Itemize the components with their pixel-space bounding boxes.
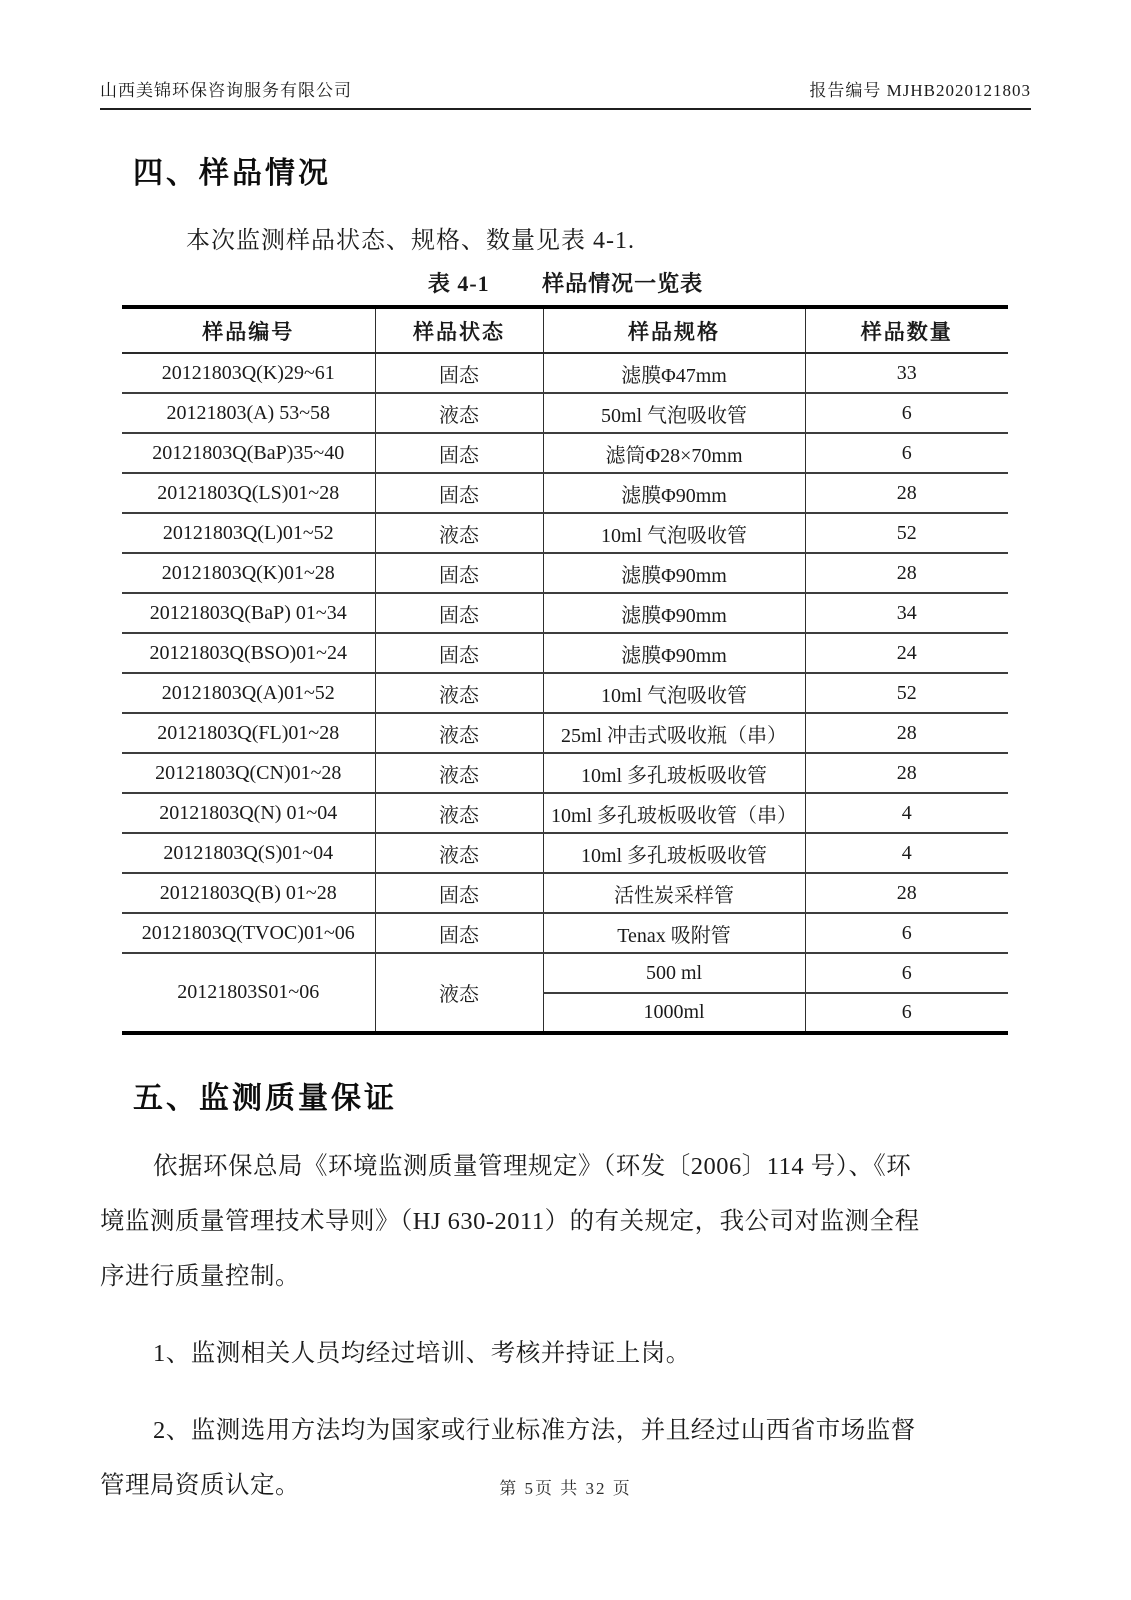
cell-qty: 28 bbox=[805, 553, 1008, 593]
cell-sample-id: 20121803Q(LS)01~28 bbox=[122, 473, 375, 513]
table-row bbox=[122, 833, 1008, 873]
table-row bbox=[122, 753, 1008, 793]
cell-qty: 52 bbox=[805, 673, 1008, 713]
cell-sample-id: 20121803Q(TVOC)01~06 bbox=[122, 913, 375, 953]
cell-spec: 25ml 冲击式吸收瓶（串） bbox=[543, 713, 805, 753]
report-number: 报告编号 MJHB2020121803 bbox=[809, 81, 1031, 100]
table-row bbox=[122, 673, 1008, 713]
cell-qty: 28 bbox=[805, 473, 1008, 513]
table-row bbox=[122, 393, 1008, 433]
cell-spec: 滤膜Φ90mm bbox=[543, 593, 805, 633]
column-header-spec: 样品规格 bbox=[543, 307, 805, 353]
table-row bbox=[122, 433, 1008, 473]
cell-spec: 500 ml bbox=[543, 953, 805, 993]
column-header-sample-id: 样品编号 bbox=[122, 307, 375, 353]
table-header-row bbox=[122, 307, 1008, 353]
paragraph-line: 依据环保总局《环境监测质量管理规定》（环发〔2006〕114 号）、《环 bbox=[153, 1153, 912, 1180]
cell-state: 固态 bbox=[375, 873, 543, 913]
cell-state: 固态 bbox=[375, 433, 543, 473]
cell-state: 液态 bbox=[375, 953, 543, 1033]
cell-qty: 24 bbox=[805, 633, 1008, 673]
column-header-qty: 样品数量 bbox=[805, 307, 1008, 353]
samples-table bbox=[122, 305, 1008, 1035]
cell-state: 液态 bbox=[375, 713, 543, 753]
company-name: 山西美锦环保咨询服务有限公司 bbox=[100, 81, 352, 100]
paragraph-line: 境监测质量管理技术导则》（HJ 630-2011）的有关规定，我公司对监测全程 bbox=[100, 1208, 920, 1235]
cell-state: 固态 bbox=[375, 473, 543, 513]
cell-spec: 10ml 气泡吸收管 bbox=[543, 513, 805, 553]
cell-state: 液态 bbox=[375, 833, 543, 873]
cell-qty: 28 bbox=[805, 873, 1008, 913]
section5-heading: 五、监测质量保证 bbox=[133, 1082, 397, 1115]
cell-sample-id: 20121803Q(CN)01~28 bbox=[122, 753, 375, 793]
qa-item-1 bbox=[100, 1326, 1031, 1381]
table-caption-label: 表 4-1 bbox=[427, 271, 490, 296]
cell-spec: 50ml 气泡吸收管 bbox=[543, 393, 805, 433]
cell-sample-id: 20121803Q(BSO)01~24 bbox=[122, 633, 375, 673]
paragraph-line: 管理局资质认定。 bbox=[100, 1472, 300, 1499]
cell-state: 液态 bbox=[375, 753, 543, 793]
cell-qty: 28 bbox=[805, 753, 1008, 793]
cell-spec: Tenax 吸附管 bbox=[543, 913, 805, 953]
cell-spec: 滤膜Φ47mm bbox=[543, 353, 805, 393]
cell-state: 液态 bbox=[375, 393, 543, 433]
cell-state: 固态 bbox=[375, 593, 543, 633]
cell-spec: 滤膜Φ90mm bbox=[543, 553, 805, 593]
section5-paragraph-1 bbox=[100, 1139, 1031, 1304]
cell-sample-id: 20121803Q(K)01~28 bbox=[122, 553, 375, 593]
cell-qty: 34 bbox=[805, 593, 1008, 633]
paragraph-line: 序进行质量控制。 bbox=[100, 1263, 300, 1290]
cell-spec: 10ml 多孔玻板吸收管（串） bbox=[543, 793, 805, 833]
cell-sample-id: 20121803Q(B) 01~28 bbox=[122, 873, 375, 913]
cell-sample-id: 20121803Q(FL)01~28 bbox=[122, 713, 375, 753]
cell-qty: 6 bbox=[805, 913, 1008, 953]
cell-spec: 10ml 多孔玻板吸收管 bbox=[543, 753, 805, 793]
cell-sample-id: 20121803S01~06 bbox=[122, 953, 375, 1033]
table-row bbox=[122, 633, 1008, 673]
cell-spec: 10ml 气泡吸收管 bbox=[543, 673, 805, 713]
table-row bbox=[122, 513, 1008, 553]
cell-spec: 10ml 多孔玻板吸收管 bbox=[543, 833, 805, 873]
cell-qty: 6 bbox=[805, 993, 1008, 1033]
cell-sample-id: 20121803(A) 53~58 bbox=[122, 393, 375, 433]
cell-state: 固态 bbox=[375, 633, 543, 673]
cell-state: 液态 bbox=[375, 513, 543, 553]
cell-qty: 28 bbox=[805, 713, 1008, 753]
cell-spec: 1000ml bbox=[543, 993, 805, 1033]
document-header bbox=[100, 0, 1031, 110]
section4-intro: 本次监测样品状态、规格、数量见表 4-1. bbox=[186, 228, 635, 254]
paragraph-line: 2、监测选用方法均为国家或行业标准方法，并且经过山西省市场监督 bbox=[153, 1417, 916, 1444]
table-row bbox=[122, 593, 1008, 633]
table-row bbox=[122, 353, 1008, 393]
column-header-state: 样品状态 bbox=[375, 307, 543, 353]
cell-qty: 6 bbox=[805, 953, 1008, 993]
table-row bbox=[122, 793, 1008, 833]
table-row bbox=[122, 713, 1008, 753]
cell-sample-id: 20121803Q(BaP) 01~34 bbox=[122, 593, 375, 633]
cell-sample-id: 20121803Q(S)01~04 bbox=[122, 833, 375, 873]
cell-state: 固态 bbox=[375, 553, 543, 593]
cell-sample-id: 20121803Q(K)29~61 bbox=[122, 353, 375, 393]
cell-spec: 滤膜Φ90mm bbox=[543, 633, 805, 673]
table-caption-title: 样品情况一览表 bbox=[542, 271, 704, 296]
table-row bbox=[122, 553, 1008, 593]
cell-state: 固态 bbox=[375, 353, 543, 393]
table-row bbox=[122, 873, 1008, 913]
cell-sample-id: 20121803Q(N) 01~04 bbox=[122, 793, 375, 833]
cell-qty: 6 bbox=[805, 433, 1008, 473]
section4-heading: 四、样品情况 bbox=[133, 157, 331, 190]
cell-qty: 52 bbox=[805, 513, 1008, 553]
cell-qty: 6 bbox=[805, 393, 1008, 433]
table-row-merged bbox=[122, 953, 1008, 993]
cell-qty: 33 bbox=[805, 353, 1008, 393]
cell-qty: 4 bbox=[805, 793, 1008, 833]
table-row bbox=[122, 913, 1008, 953]
cell-spec: 活性炭采样管 bbox=[543, 873, 805, 913]
cell-qty: 4 bbox=[805, 833, 1008, 873]
cell-sample-id: 20121803Q(BaP)35~40 bbox=[122, 433, 375, 473]
table-row bbox=[122, 473, 1008, 513]
cell-spec: 滤膜Φ90mm bbox=[543, 473, 805, 513]
paragraph-line: 1、监测相关人员均经过培训、考核并持证上岗。 bbox=[153, 1340, 691, 1367]
table-caption bbox=[100, 267, 1031, 298]
cell-state: 液态 bbox=[375, 673, 543, 713]
cell-spec: 滤筒Φ28×70mm bbox=[543, 433, 805, 473]
cell-state: 固态 bbox=[375, 913, 543, 953]
cell-sample-id: 20121803Q(L)01~52 bbox=[122, 513, 375, 553]
page-footer: 第 5页 共 32 页 bbox=[499, 1479, 632, 1498]
cell-state: 液态 bbox=[375, 793, 543, 833]
cell-sample-id: 20121803Q(A)01~52 bbox=[122, 673, 375, 713]
